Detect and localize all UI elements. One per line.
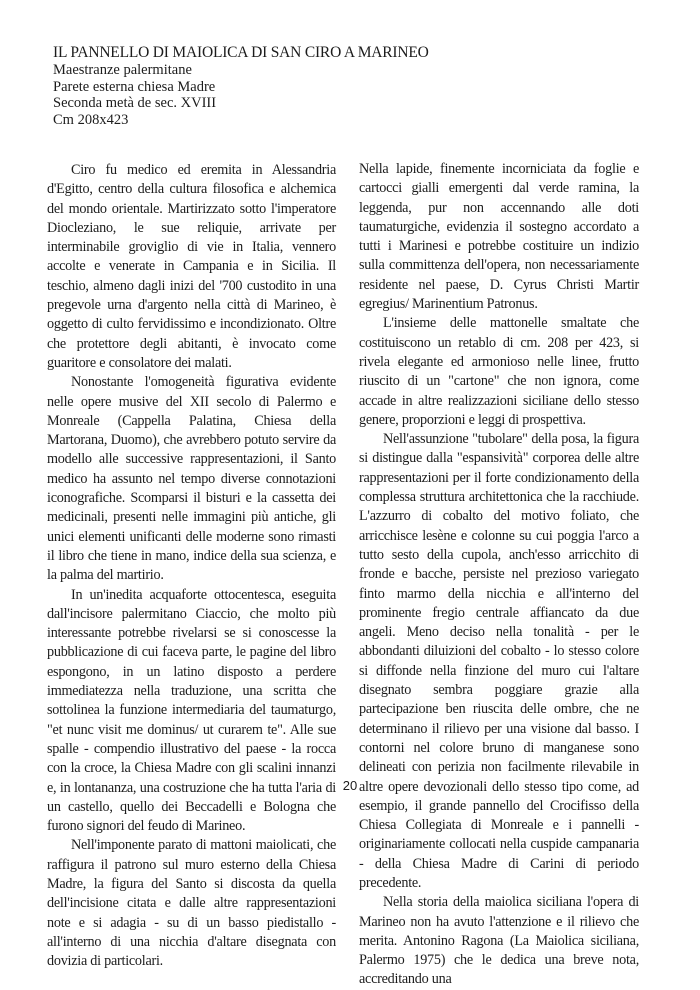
artwork-date: Seconda metà de sec. XVIII (53, 95, 217, 111)
artwork-author: Maestranze palermitane (53, 62, 192, 78)
paragraph: Nell'imponente parato di mattoni maiolicati, che raffigura il patrono sul muro esterno della Chiesa Madre, la figura del Santo si discosta da quella dell'incisione citata e dalle altre rappresentazioni note e si adagia - su di un basso piedistallo - all'interno di una nicchia d'altare disegnata con dovizia di particolari. (47, 837, 336, 970)
artwork-dimensions: Cm 208x423 (53, 111, 129, 128)
paragraph: Nella lapide, finemente incorniciata da foglie e cartocci gialli emergenti dal verde ramina, la leggenda, pur non accennando alle doti taumaturgiche, evidenzia il sostegno accordato a tutti i Marinesi e potrebbe costituire un indizio sulla committenza dell'opera, non necessariamente residente nel paese, D. Cyrus Christi Martir egregius/ Marinentium Patronus. (359, 161, 639, 313)
paragraph: L'insieme delle mattonelle smaltate che costituiscono un retablo di cm. 208 per 423, si rivela elegante ed armonioso nelle linee, frutto riuscito di un "cartone" che non ignora, come accade in altre realizzazioni siciliane dello stesso genere, proporzioni e leggi di prospettiva. (359, 315, 639, 428)
page-number: 20 (342, 778, 358, 793)
paragraph: Nonostante l'omogeneità figurativa evidente nelle opere musive del XII secolo di Palermo e Monreale (Cappella Palatina, Chiesa della Martorana, Duomo), che avrebbero potuto servire da modello alle successive rappresentazioni, il Santo medico ha assunto nel tempo diverse connotazioni iconografiche. Scomparsi il bisturi e la cassetta dei medicinali, presenti nelle immagini più antiche, gli unici elementi unificanti delle moderne sono rimasti il libro che tiene in mano, indice della sua scienza, e la palma del martirio. (47, 374, 336, 584)
paragraph: Ciro fu medico ed eremita in Alessandria d'Egitto, centro della cultura filosofica e alchemica del mondo orientale. Martirizzato sotto l'imperatore Diocleziano, le sue reliquie, arrivate per interminabile groviglio di vie in Italia, vennero accolte e venerate in Campania e in Sicilia. Il teschio, almeno dagli inizi del '700 custodito in una pregevole urna d'argento nella città di Marineo, è oggetto di culto fervidissimo e incondizionato. Oltre che protettore degli abitanti, è invocato come guaritore e consolatore dei malati. (47, 162, 336, 371)
paragraph: Nell'assunzione "tubolare" della posa, la figura si distingue dalla "espansività" corporea delle altre rappresentazioni per il forte condizionamento della complessa struttura architettonica che la racchiude. L'azzurro di cobalto del motivo foliato, che arricchisce lesène e colonne su cui poggia l'arco a tutto sesto della cupola, anch'esso arricchito di fronde e bacche, persiste nel prezioso variegato finto marmo della nicchia e all'interno del prominente fregio centrale affiancato da due angeli. Meno deciso nella tonalità - per le abbondanti diluizioni del cobalto - lo stesso colore si diffonde nella finzione del muro cui l'altare disegnato sembra poggiare grazie alla partecipazione ben riuscita delle ombre, che ne determinano il rilievo per una visione dal basso. I contorni nel colore bruno di manganese sono delineati con perizia non facilmente rilevabile in altre opere devozionali dello stesso tipo come, ad esempio, il grande pannello del Crocifisso della Chiesa Collegiata di Monreale e i pannelli - originariamente collocati nella cuspide campanaria - della Chiesa Madre di Carini di periodo precedente. (359, 431, 639, 891)
right-text-column (359, 160, 639, 990)
catalog-header (53, 44, 653, 128)
left-text-column (47, 161, 336, 971)
artwork-title: IL PANNELLO DI MAIOLICA DI SAN CIRO A MARINEO (53, 44, 429, 61)
paragraph: In un'inedita acquaforte ottocentesca, eseguita dall'incisore palermitano Ciaccio, che molto più interessante potrebbe rivelarsi se si conoscesse la pubblicazione di cui faceva parte, le pagine del libro espongono, in un latino disposto a perdere immediatezza nella traduzione, una scritta che sottolinea la funzione intermediaria del taumaturgo, "et nunc visit me dominus/ ut curarem te". Alle sue spalle - compendio illustrativo del paese - la rocca con la croce, la Chiesa Madre con gli scalini innanzi e, in lontananza, una costruzione che ha tutta l'aria di un castello, quello dei Beccadelli e Bologna che furono signori del feudo di Marineo. (47, 586, 336, 835)
artwork-location: Parete esterna chiesa Madre (53, 78, 216, 95)
paragraph: Nella storia della maiolica siciliana l'opera di Marineo non ha avuto l'attenzione e il rilievo che merita. Antonino Ragona (La Maiolica siciliana, Palermo 1975) che le dedica una breve nota, accreditando una (359, 894, 639, 988)
